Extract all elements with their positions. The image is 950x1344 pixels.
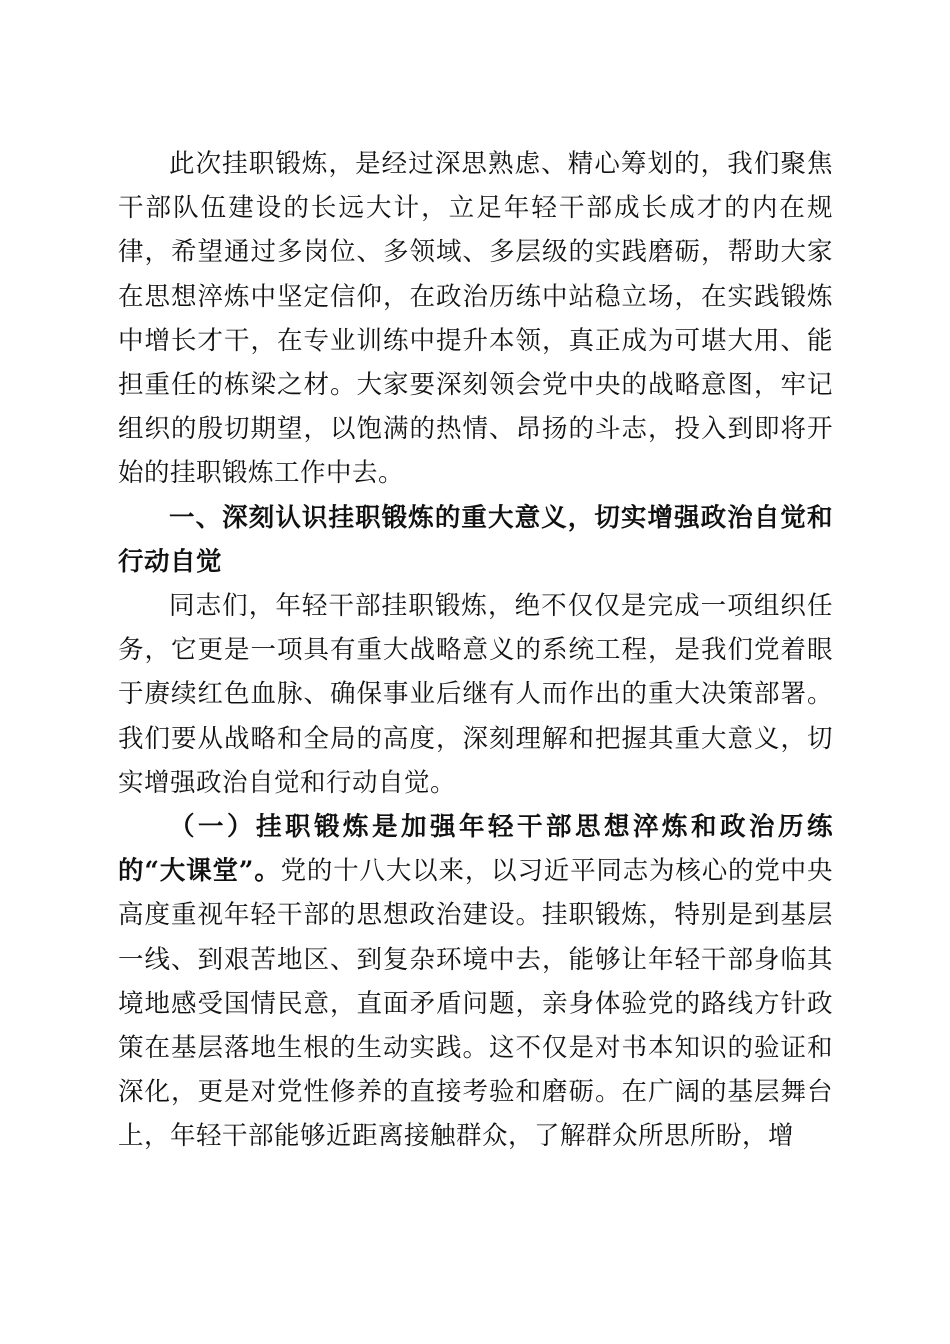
section-heading: 一、深刻认识挂职锻炼的重大意义，切实增强政治自觉和行动自觉 — [118, 502, 833, 577]
section-intro-paragraph: 同志们，年轻干部挂职锻炼，绝不仅仅是完成一项组织任务，它更是一项具有重大战略意义的系统工程，是我们党着眼于赓续红色血脉、确保事业后继有人而作出的重大决策部署。我们要从战略和全局的高度，深刻理解和把握其重大意义，切实增强政治自觉和行动自觉。 — [118, 591, 833, 798]
subsection-paragraph — [118, 805, 833, 1159]
subsection-heading: （一）挂职锻炼是加强年轻干部思想淬炼和政治历练的“大课堂”。 — [118, 812, 833, 887]
intro-paragraph: 此次挂职锻炼，是经过深思熟虑、精心筹划的，我们聚焦干部队伍建设的长远大计，立足年轻干部成长成才的内在规律，希望通过多岗位、多领域、多层级的实践磨砺，帮助大家在思想淬炼中坚定信仰，在政治历练中站稳立场，在实践锻炼中增长才干，在专业训练中提升本领，真正成为可堪大用、能担重任的栋梁之材。大家要深刻领会党中央的战略意图，牢记组织的殷切期望，以饱满的热情、昂扬的斗志，投入到即将开始的挂职锻炼工作中去。 — [118, 149, 833, 489]
subsection-body: 党的十八大以来，以习近平同志为核心的党中央高度重视年轻干部的思想政治建设。挂职锻炼，特别是到基层一线、到艰苦地区、到复杂环境中去，能够让年轻干部身临其境地感受国情民意，直面矛盾问题，亲身体验党的路线方针政策在基层落地生根的生动实践。这不仅是对书本知识的验证和深化，更是对党性修养的直接考验和磨砺。在广阔的基层舞台上，年轻干部能够近距离接触群众，了解群众所思所盼，增 — [118, 856, 833, 1152]
document-page — [118, 142, 833, 1159]
